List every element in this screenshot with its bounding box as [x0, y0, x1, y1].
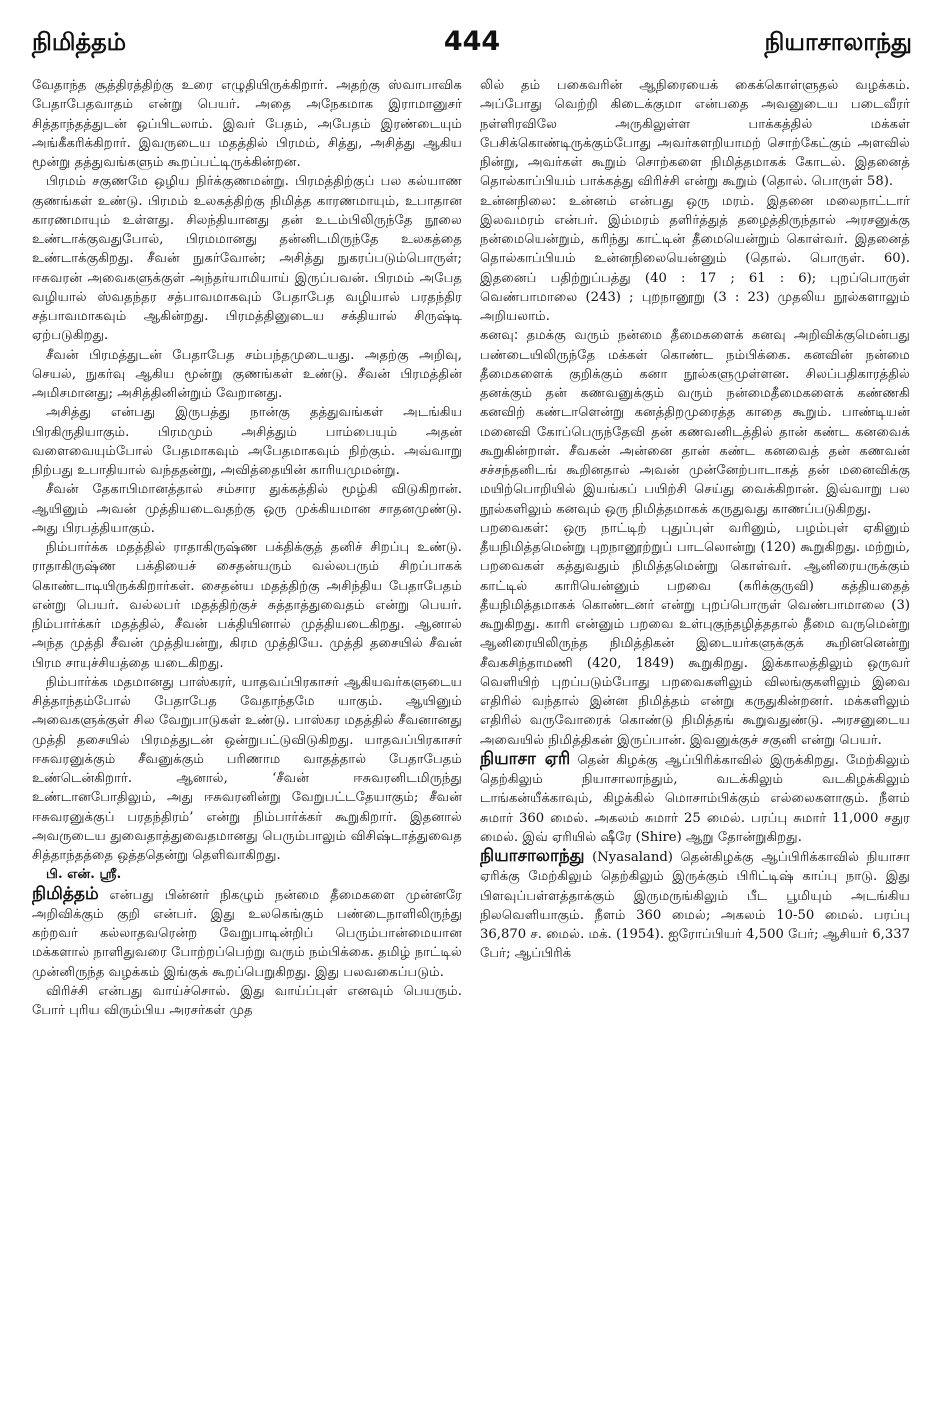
paragraph-text: சீவன் தேகாபிமானத்தால் சம்சார துக்கத்தில் மூழ்கி விடுகிறான். ஆயினும் அவன் முத்தியடைவதற்கு ஒரு முக்கியமான சாதனமுண்டு. அது பிரபத்தியாகும். — [32, 482, 462, 536]
continued-paragraph — [480, 76, 910, 192]
subsection-paragraph — [480, 192, 910, 327]
paragraph-text: தமக்கு வரும் நன்மை தீமைகளைக் கனவு அறிவிக்குமென்பது பண்டையிலிருந்தே மக்கள் கொண்ட நம்பிக்கை. கனவின் நன்மை தீமைகளைக் குறிக்கும் கனா நூல்களுமுள்ளன. சிலப்பதிகாரத்தில் தனக்கும் தன் கணவனுக்கும் வரும் நன்மைதீமைகளைக் கண்ணகி கனவிற் கண்டாளென்று கனத்திறமுரைத்த காதை கூறும். பாண்டியன் மனைவி கோப்பெருந்தேவி தன் கணவனிடத்தில் தான் கண்ட கனவைக் கூறுகின்றாள். சீவகன் அன்னை தான் கண்ட கனவைத் தன் கணவன் சச்சந்தனிடங் கூறினதால் அவன் முன்னேற்பாடாகத் தன் மனைவிக்கு மயிற்பொறியில் இயங்கப் பயிற்சி செய்து வைக்கிறான். இவ்வாறு பல நூல்களிலும் கனவும் ஒரு நிமித்தமாகக் கருதுவது காணப்படுகிறது. — [480, 328, 910, 517]
left-column — [32, 76, 462, 1416]
paragraph — [32, 480, 462, 538]
paragraph — [32, 172, 462, 345]
paragraph-text: என்பது பின்னர் நிகழும் நன்மை தீமைகளை முன்னரே அறிவிக்கும் குறி என்பர். இது உலகெங்கும் பண்டைநாளிலிருந்து கற்றவர் கல்லாதவரென்ற வேறுபாடின்றிப் பெரும்பான்மையான மக்களால் நாளிதுவரை போற்றப்பெற்று வரும் நம்பிக்கை. தமிழ் நாட்டில் முன்னிருந்த வழக்கம் இங்குக் கூறப்பெறுகிறது. இது பலவகைப்படும். — [32, 887, 462, 980]
right-column — [480, 76, 910, 1416]
continued-paragraph — [32, 76, 462, 172]
subsection-paragraph — [480, 326, 910, 519]
paragraph-text: நிம்பார்க்க மதத்தில் ராதாகிருஷ்ண பக்திக்குத் தனிச் சிறப்பு உண்டு. ராதாகிருஷ்ண பக்தியைச் சைதன்யரும் வல்லபரும் சிறப்பாகக் கொண்டாடியிருக்கிறார்கள். சைதன்ய மதத்திற்கு அசிந்திய பேதாபேதம் என்று பெயர். வல்லபர் மதத்திற்குச் சுத்தாத்துவைதம் என்று பெயர். நிம்பார்க்கர் மதத்தில், சீவன் பக்தியினால் முத்தியடைகிறது. ஆனால் அந்த முத்தி சீவன் முத்தியன்று, கிரம முத்தியே. முத்தி தசையில் சீவன் பிரம சாயுச்சியத்தை யடைகிறது. — [32, 540, 462, 671]
running-head-left: நிமித்தம் — [32, 28, 127, 56]
paragraph-text: நிம்பார்க்க மதமானது பாஸ்கரர், யாதவப்பிரகாசர் ஆகியவர்களுடைய சித்தாந்தம்போல் பேதாபேத வேதாந்தமே யாகும். ஆயினும் அவைகளுக்குள் சில வேறுபாடுகள் உண்டு. பாஸ்கர மதத்தில் சீவனானது முத்தி தசையில் பிரமத்துடன் ஒன்றுபட்டுவிடுகிறது. யாதவப்பிரகாசர் ஈசுவரனுக்கும் சீவனுக்கும் பரிணாம வாதத்தால் பேதாபேதம் உண்டென்கிறார். ஆனால், ‘சீவன் ஈசுவரனிடமிருந்து உண்டானபோதிலும், அது ஈசுவரனின்று வேறுபட்டதேயாகும்; சீவன் ஈசுவரனுக்குப் பரதந்திரம்’ என்று நிம்பார்க்கர் கூறுகிறார். இதனால் அவருடைய துவைதாத்துவைதமானது பெரும்பாலும் விசிஷ்டாத்துவைத சித்தாந்தத்தை ஒத்ததென்று தெளிவாகிறது. — [32, 674, 462, 863]
paragraph-text: ஒரு நாட்டிற் புதுப்புள் வரினும், பழம்புள் ஏகினும் தீயநிமித்தமென்று புறநானூற்றுப் பாடலொன்று (120) கூறுகிறது. மற்றும், பறவைகள் கத்துவதும் நிமித்தமென்று கொள்வர். ஆனிரையருக்கும் காட்டில் காரியென்னும் பறவை (கரிக்குருவி) கத்தியதைத் தீயநிமித்தமாகக் கொண்டனர் என்று புறப்பொருள் வெண்பாமாலை (3) கூறுகிறது. காரி என்னும் பறவை உள்புகுந்தழித்ததால் தீமை வருமென்று ஆனிரையிலிருந்த நிமித்திகன் இடையர்களுக்குக் கூறினனென்று சீவகசிந்தாமணி (420, 1849) கூறுகிறது. இக்காலத்திலும் ஒருவர் வெளியிற் புறப்படும்போது பறவைகளிலும் விலங்குகளிலும் இவை எதிரில் வந்தால் இன்ன நிமித்தம் என்று கருதுகின்றனர். மக்களிலும் எதிரில் வருவோரைக் கொண்டு நிமித்தங் கூறுவதுண்டு. அரசனுடைய அவையில் நிமித்திகன் இருப்பான். இவனுக்குச் சகுனி என்று பெயர். — [480, 520, 910, 748]
paragraph — [32, 403, 462, 480]
page-number: 444 — [443, 26, 501, 57]
paragraph-text: பி. என். ஸ்ரீ. — [46, 867, 122, 883]
entry-paragraph — [480, 750, 910, 847]
paragraph-text: அசித்து என்பது இருபத்து நான்கு தத்துவங்கள் அடங்கிய பிரகிருதியாகும். பிரமமும் அசித்தும் பாம்பையும் அதன் வளைவையும்போல் பேதமாகவும் அபேதமாகவும் நிற்கும். அவ்வாறு நிற்பது உபாதியால் வந்ததன்று, அவித்தையின் காரியமுமன்று. — [32, 405, 462, 478]
paragraph — [32, 538, 462, 673]
subsection-paragraph — [480, 519, 910, 750]
page-header — [32, 26, 912, 66]
paragraph-text: வேதாந்த சூத்திரத்திற்கு உரை எழுதியிருக்கிறார். அதற்கு ஸ்வாபாவிக பேதாபேதவாதம் என்று பெயர். அதை அநேகமாக இராமானுசர் சித்தாந்தத்துடன் ஒப்பிடலாம். இவர் பேதம், அபேதம் இரண்டையும் அங்கீகரிக்கிறார். இவருடைய மதத்தில் பிரமம், சித்து, அசித்து ஆகிய மூன்று தத்துவங்களும் கூறப்பட்டிருக்கின்றன. — [32, 78, 462, 170]
paragraph-text: விரிச்சி என்பது வாய்ச்சொல். இது வாய்ப்புள் எனவும் பெயரும். போர் புரிய விரும்பிய அரசர்கள் முத — [32, 983, 462, 1018]
entry-paragraph — [480, 847, 910, 964]
subsection-term: கனவு: — [480, 328, 519, 344]
entry-paragraph — [32, 885, 462, 982]
subsection-term: உன்னநிலை: — [480, 193, 557, 209]
paragraph — [32, 346, 462, 404]
paragraph-text: உன்னம் என்பது ஒரு மரம். இதனை மலைநாட்டார் இலவமரம் என்பர். இம்மரம் தளிர்த்துத் தழைத்திருந்தால் அரசனுக்கு நன்மையென்றும், கரிந்து காட்டின் தீமையென்றும் கொள்வர். இதனைத் தொல்காப்பியம் உன்னநிலையென்னும் (தொல். பொருள். 60). இதனைப் பதிற்றுப்பத்து (40 : 17 ; 61 : 6); புறப்பொருள் வெண்பாமாலை (243) ; புறநானூறு (3 : 23) முதலிய நூல்களாலும் அறியலாம். — [480, 193, 910, 324]
entry-headword: நியாசா ஏரி — [480, 748, 571, 769]
paragraph — [32, 982, 462, 1021]
paragraph-text: பிரமம் சகுணமே ஒழிய நிர்க்குணமன்று. பிரமத்திற்குப் பல கல்யாண குணங்கள் உண்டு. பிரமம் உலகத்திற்கு நிமித்த காரணமாயும், உபாதான காரணமாயும் உள்ளது. சிலந்தியானது தன் உடம்பிலிருந்தே நூலை உண்டாக்குவதுபோல், பிரமமானது தன்னிடமிருந்தே உலகத்தை உண்டாக்குகிறது. சீவன் நுகர்வோன்; அசித்து நுகரப்படும்பொருள்; ஈசுவரன் அவைகளுக்குள் அந்தர்யாமியாய் இருப்பவன். பிரமம் அபேத வழியால் ஸ்வதந்தர சத்பாவமாகவும் பேதாபேத வழியால் பரதந்திர சத்பாவமாகவும் ஆகின்றது. பிரமத்தினுடைய சக்தியால் சிருஷ்டி ஏற்படுகிறது. — [32, 174, 462, 344]
entry-headword: நியாசாலாந்து — [480, 846, 585, 866]
author-signature — [32, 865, 462, 884]
paragraph — [32, 673, 462, 866]
paragraph-text: லில் தம் பகைவரின் ஆநிரையைக் கைக்கொள்ளுதல் வழக்கம். அப்போது வெற்றி கிடைக்குமா என்பதை அவனுடைய படைவீரர் நள்ளிரவிலே அருகிலுள்ள பாக்கத்தில் மக்கள் பேசிக்கொண்டிருக்கும்போது அவர்களறியாமற் சொற்கேட்கும் அளவில் நின்று, அவர்கள் கூறும் சொற்களை நிமித்தமாகக் கோடல். இதனைத் தொல்காப்பியம் பாக்கத்து விரிச்சி என்று கூறும் (தொல். பொருள் 58). — [480, 78, 910, 190]
subsection-term: பறவைகள்: — [480, 520, 549, 536]
paragraph-text: சீவன் பிரமத்துடன் பேதாபேத சம்பந்தமுடையது. அதற்கு அறிவு, செயல், நுகர்வு ஆகிய மூன்று குணங்கள் உண்டு. சீவன் பிரமத்தின் அமிசமானது; அசித்தினின்றும் வேறானது. — [32, 347, 462, 401]
paragraph-text: தென் கிழக்கு ஆப்பிரிக்காவில் இருக்கிறது. மேற்கிலும் தெற்கிலும் நியாசாலாந்தும், வடக்கிலும் வடகிழக்கிலும் டாங்கன்யீக்காவும், கிழக்கில் மொசாம்பிக்கும் எல்லைகளாகும். நீளம் சுமார் 360 மைல். அகலம் சுமார் 25 மைல். பரப்பு சுமார் 11,000 சதுர மைல். இவ் ஏரியில் ஷீரே (Shire) ஆறு தோன்றுகிறது. — [480, 752, 910, 845]
running-head-right: நியாசாலாந்து — [764, 28, 912, 56]
entry-headword: நிமித்தம் — [32, 883, 99, 904]
paragraph-text: (Nyasaland) தென்கிழக்கு ஆப்பிரிக்காவில் நியாசா ஏரிக்கு மேற்கிலும் தெற்கிலும் இருக்கும் பிரிட்டிஷ் காப்பு நாடு. இது பிளவுப்பள்ளத்தாக்கும் இருமருங்கிலும் பீட பூமியும் அடங்கிய நிலவெளியாகும். நீளம் 360 மைல்; அகலம் 10-50 மைல். பரப்பு 36,870 ச. மைல். மக். (1954). ஐரோப்பியர் 4,500 பேர்; ஆசியர் 6,337 பேர்; ஆப்பிரிக் — [480, 850, 910, 962]
